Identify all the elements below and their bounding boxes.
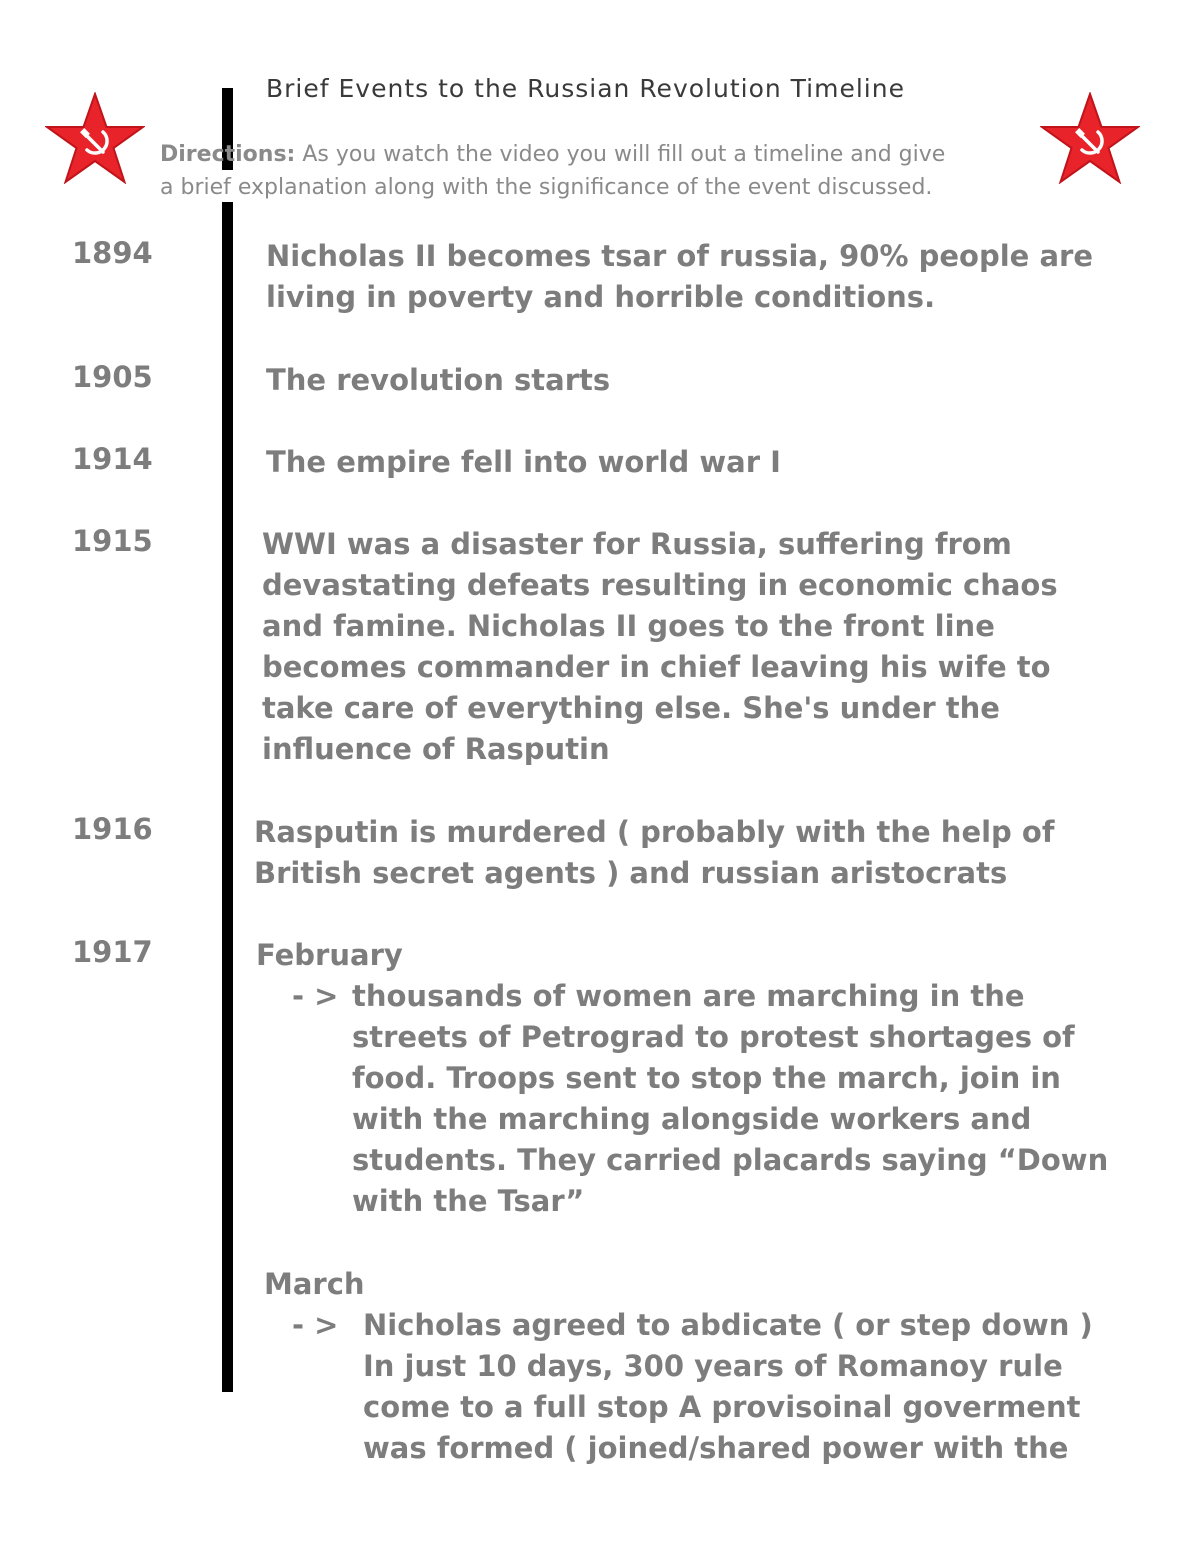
directions-lead: Directions: [160,142,296,167]
event-line: The empire fell into world war I [266,445,781,479]
event-1915 [262,524,1058,770]
year-1894: 1894 [72,236,153,270]
subheading-march: March [264,1267,365,1301]
event-line: living in poverty and horrible conditions. [266,280,936,314]
year-1914: 1914 [72,442,153,476]
event-line: The revolution starts [266,363,611,397]
timeline-bar [222,202,233,1392]
event-line: with the marching alongside workers and [352,1102,1032,1136]
year-1915: 1915 [72,524,153,558]
year-1917: 1917 [72,935,153,969]
event-line: In just 10 days, 300 years of Romanoy rule [363,1349,1063,1383]
event-1914 [266,442,781,483]
arrow-february: - > [292,979,339,1013]
page-title: Brief Events to the Russian Revolution Timeline [266,74,905,103]
year-1916: 1916 [72,812,153,846]
event-line: food. Troops sent to stop the march, join in [352,1061,1061,1095]
directions [160,138,1020,204]
event-line: with the Tsar” [352,1184,585,1218]
event-line: come to a full stop A provisoinal goverment [363,1390,1081,1424]
directions-text-line2: a brief explanation along with the significance of the event discussed. [160,175,933,200]
event-line: Nicholas agreed to abdicate ( or step down ) [363,1308,1093,1342]
directions-text-line1: As you watch the video you will fill out a timeline and give [295,142,946,167]
event-1894 [266,236,1093,318]
year-1905: 1905 [72,360,153,394]
event-line: streets of Petrograd to protest shortages of [352,1020,1075,1054]
event-1917-february [352,976,1108,1222]
event-1916 [254,812,1054,894]
event-line: Rasputin is murdered ( probably with the help of [254,815,1055,849]
soviet-star-icon [45,92,145,184]
event-1917-march [363,1305,1093,1469]
event-line: take care of everything else. She's under the [262,691,1000,725]
event-line: students. They carried placards saying “Down [352,1143,1109,1177]
event-1905 [266,360,610,401]
event-line: WWI was a disaster for Russia, suffering from [262,527,1012,561]
soviet-star-icon [1040,92,1140,184]
event-line: and famine. Nicholas II goes to the front line [262,609,995,643]
arrow-march: - > [292,1308,339,1342]
event-line: Nicholas II becomes tsar of russia, 90% people are [266,239,1093,273]
event-line: becomes commander in chief leaving his wife to [262,650,1051,684]
event-line: British secret agents ) and russian aristocrats [254,856,1008,890]
subheading-february: February [256,938,403,972]
event-line: thousands of women are marching in the [352,979,1025,1013]
event-line: devastating defeats resulting in economic chaos [262,568,1058,602]
event-line: was formed ( joined/shared power with the [363,1431,1069,1465]
event-line: influence of Rasputin [262,732,610,766]
